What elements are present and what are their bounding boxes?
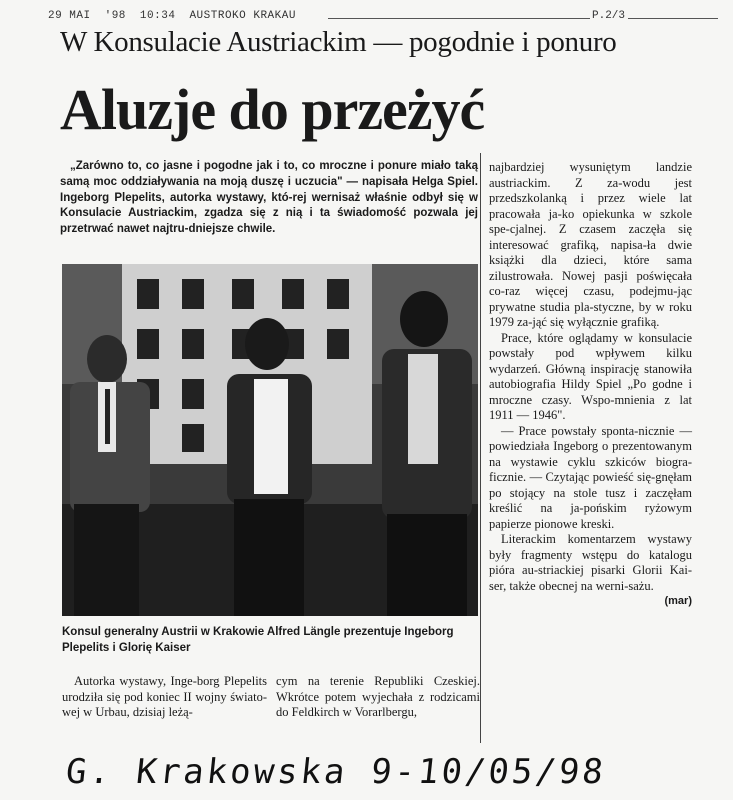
photo-caption: Konsul generalny Austrii w Krakowie Alfred Längle prezentuje Ingeborg Plepelits i Glorię Kaiser [62, 626, 454, 654]
body-column-2 [276, 674, 480, 721]
body-paragraph: Autorka wystawy, Inge-borg Plepelits urodziła się pod koniec II wojny świato-wej w Urbau, dzisiaj leżą- [62, 674, 267, 719]
body-paragraph: cym na terenie Republiki Czeskiej. Wkrótce potem wyjechała z rodzicami do Feldkirch w Vorarlbergu, [276, 674, 480, 719]
fax-year: '98 [104, 10, 126, 22]
fax-sender: AUSTROKO KRAKAU [189, 10, 296, 22]
article-photo [62, 264, 478, 616]
article-kicker: W Konsulacie Austriackim — pogodnie i ponuro [60, 26, 617, 58]
fax-header [48, 10, 310, 22]
fax-date: 29 MAI [48, 10, 91, 22]
column-divider [480, 153, 481, 743]
article-lead [60, 159, 478, 238]
fax-rule [328, 18, 590, 19]
fax-rule-right [628, 18, 718, 19]
body-paragraph: najbardziej wysuniętym landzie austriackim. Z za-wodu jest przedszkolanką i przez wiele lat pracowała ja-ko opiekunka w szkole spe-cjalnej. Z czasem zaczęła się interesować grafiką, napisa-ła dwie książki dla dzieci, które sama zilustrowała. Nowej pasji poświęcała co-raz więcej czasu, podejmu-jąc prywatne studia pla-styczne, by w roku 1979 za-jąć się wyłącznie grafiką. [489, 160, 692, 329]
lead-text: „Zarówno to, co jasne i pogodne jak i to, co mroczne i ponure miało taką samą moc oddziaływania na moją duszę i uczucia" — napisała Helga Spiel. Ingeborg Plepelits, autorka wystawy, któ-rej wernisaż właśnie odbył się w Konsulacie Austriackim, zgadza się z nią i ta świadomość pozwala jej przetrwać nawet najtru-dniejsze chwile. [60, 160, 478, 236]
body-paragraph: Literackim komentarzem wystawy były fragmenty wstępu do katalogu pióra au-striackiej pisarki Glorii Kai-ser, także obecnej na werni-sażu. [489, 532, 692, 593]
handwritten-note: G. Krakowska 9-10/05/98 [63, 752, 608, 792]
photo-image [62, 264, 478, 616]
body-paragraph: Prace, które oglądamy w konsulacie powstały pod wpływem kilku wydarzeń. Główną inspirację stanowiła autobiografia Hildy Spiel „Po godne i mroczne czasy. Wspo-mnienia z lat 1911 — 1946". [489, 330, 692, 422]
author-signature: (mar) [664, 595, 692, 607]
fax-time: 10:34 [139, 10, 176, 22]
fax-page: P.2/3 [592, 10, 626, 22]
article-headline: Aluzje do przeżyć [60, 77, 485, 142]
body-column-1 [62, 674, 267, 721]
body-paragraph: — Prace powstały sponta-nicznie — powiedziała Ingeborg o prezentowanym na wystawie cyklu szkiców biogra-ficznie. — Czytając powieść się-gnęłam po stojący na stole tusz i zaczęłam kreślić na ja-pońskim ryżowym papierze pionowe kreski. [489, 423, 692, 531]
body-column-3 [489, 160, 692, 610]
